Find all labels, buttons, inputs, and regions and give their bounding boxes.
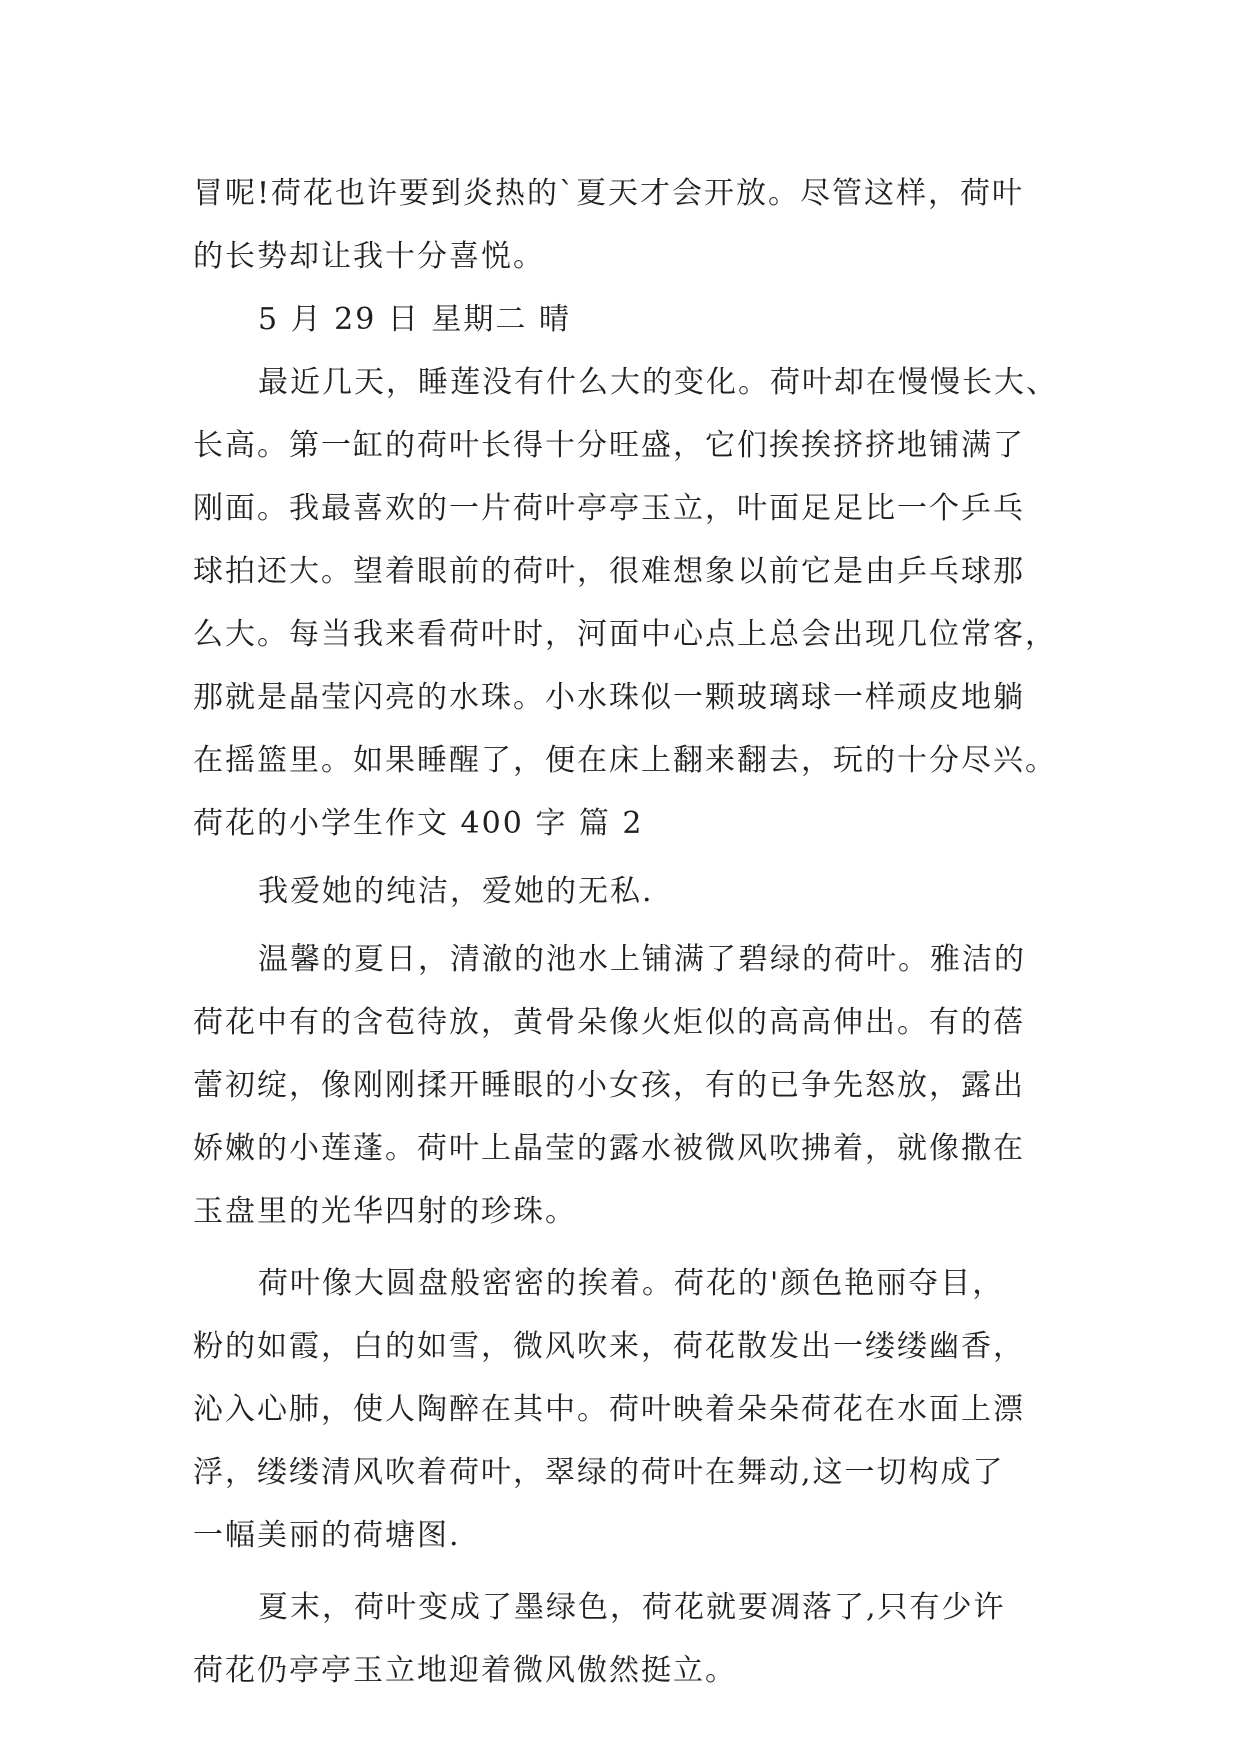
text-line: 我爱她的纯洁，爱她的无私. (258, 874, 654, 909)
text-line: 温馨的夏日，清澈的池水上铺满了碧绿的荷叶。雅洁的 (258, 942, 1026, 977)
text-line: 玉盘里的光华四射的珍珠。 (193, 1194, 577, 1229)
text-line: 最近几天，睡莲没有什么大的变化。荷叶却在慢慢长大、 (258, 365, 1058, 400)
text-line: 娇嫩的小莲蓬。荷叶上晶莹的露水被微风吹拂着，就像撒在 (193, 1131, 1025, 1166)
text-line: 夏末，荷叶变成了墨绿色，荷花就要凋落了,只有少许 (258, 1590, 1006, 1625)
text-line: 长高。第一缸的荷叶长得十分旺盛，它们挨挨挤挤地铺满了 (193, 428, 1025, 463)
text-line: 冒呢!荷花也许要到炎热的`夏天才会开放。尽管这样，荷叶 (193, 176, 1025, 211)
text-line: 荷花中有的含苞待放，黄骨朵像火炬似的高高伸出。有的蓓 (193, 1005, 1025, 1040)
text-line: 么大。每当我来看荷叶时，河面中心点上总会出现几位常客， (193, 617, 1057, 652)
text-line: 球拍还大。望着眼前的荷叶，很难想象以前它是由乒乓球那 (193, 554, 1025, 589)
text-line: 蕾初绽，像刚刚揉开睡眼的小女孩，有的已争先怒放，露出 (193, 1068, 1025, 1103)
text-line: 荷叶像大圆盘般密密的挨着。荷花的'颜色艳丽夺目， (258, 1266, 1005, 1301)
document-body (193, 162, 1058, 1702)
text-line: 荷花仍亭亭玉立地迎着微风傲然挺立。 (193, 1653, 737, 1688)
text-line: 沁入心肺，使人陶醉在其中。荷叶映着朵朵荷花在水面上漂 (193, 1392, 1025, 1427)
section-heading: 荷花的小学生作文 400 字 篇 2 (193, 806, 644, 841)
text-line: 刚面。我最喜欢的一片荷叶亭亭玉立，叶面足足比一个乒乓 (193, 491, 1025, 526)
text-line: 那就是晶莹闪亮的水珠。小水珠似一颗玻璃球一样顽皮地躺 (193, 680, 1025, 715)
text-line: 在摇篮里。如果睡醒了，便在床上翻来翻去，玩的十分尽兴。 (193, 743, 1057, 778)
text-line: 的长势却让我十分喜悦。 (193, 239, 545, 274)
text-line: 一幅美丽的荷塘图. (193, 1518, 461, 1553)
diary-date-heading: 5 月 29 日 星期二 晴 (258, 302, 571, 337)
text-line: 浮，缕缕清风吹着荷叶，翠绿的荷叶在舞动,这一切构成了 (193, 1455, 1005, 1490)
text-line: 粉的如霞，白的如雪，微风吹来，荷花散发出一缕缕幽香， (193, 1329, 1025, 1364)
